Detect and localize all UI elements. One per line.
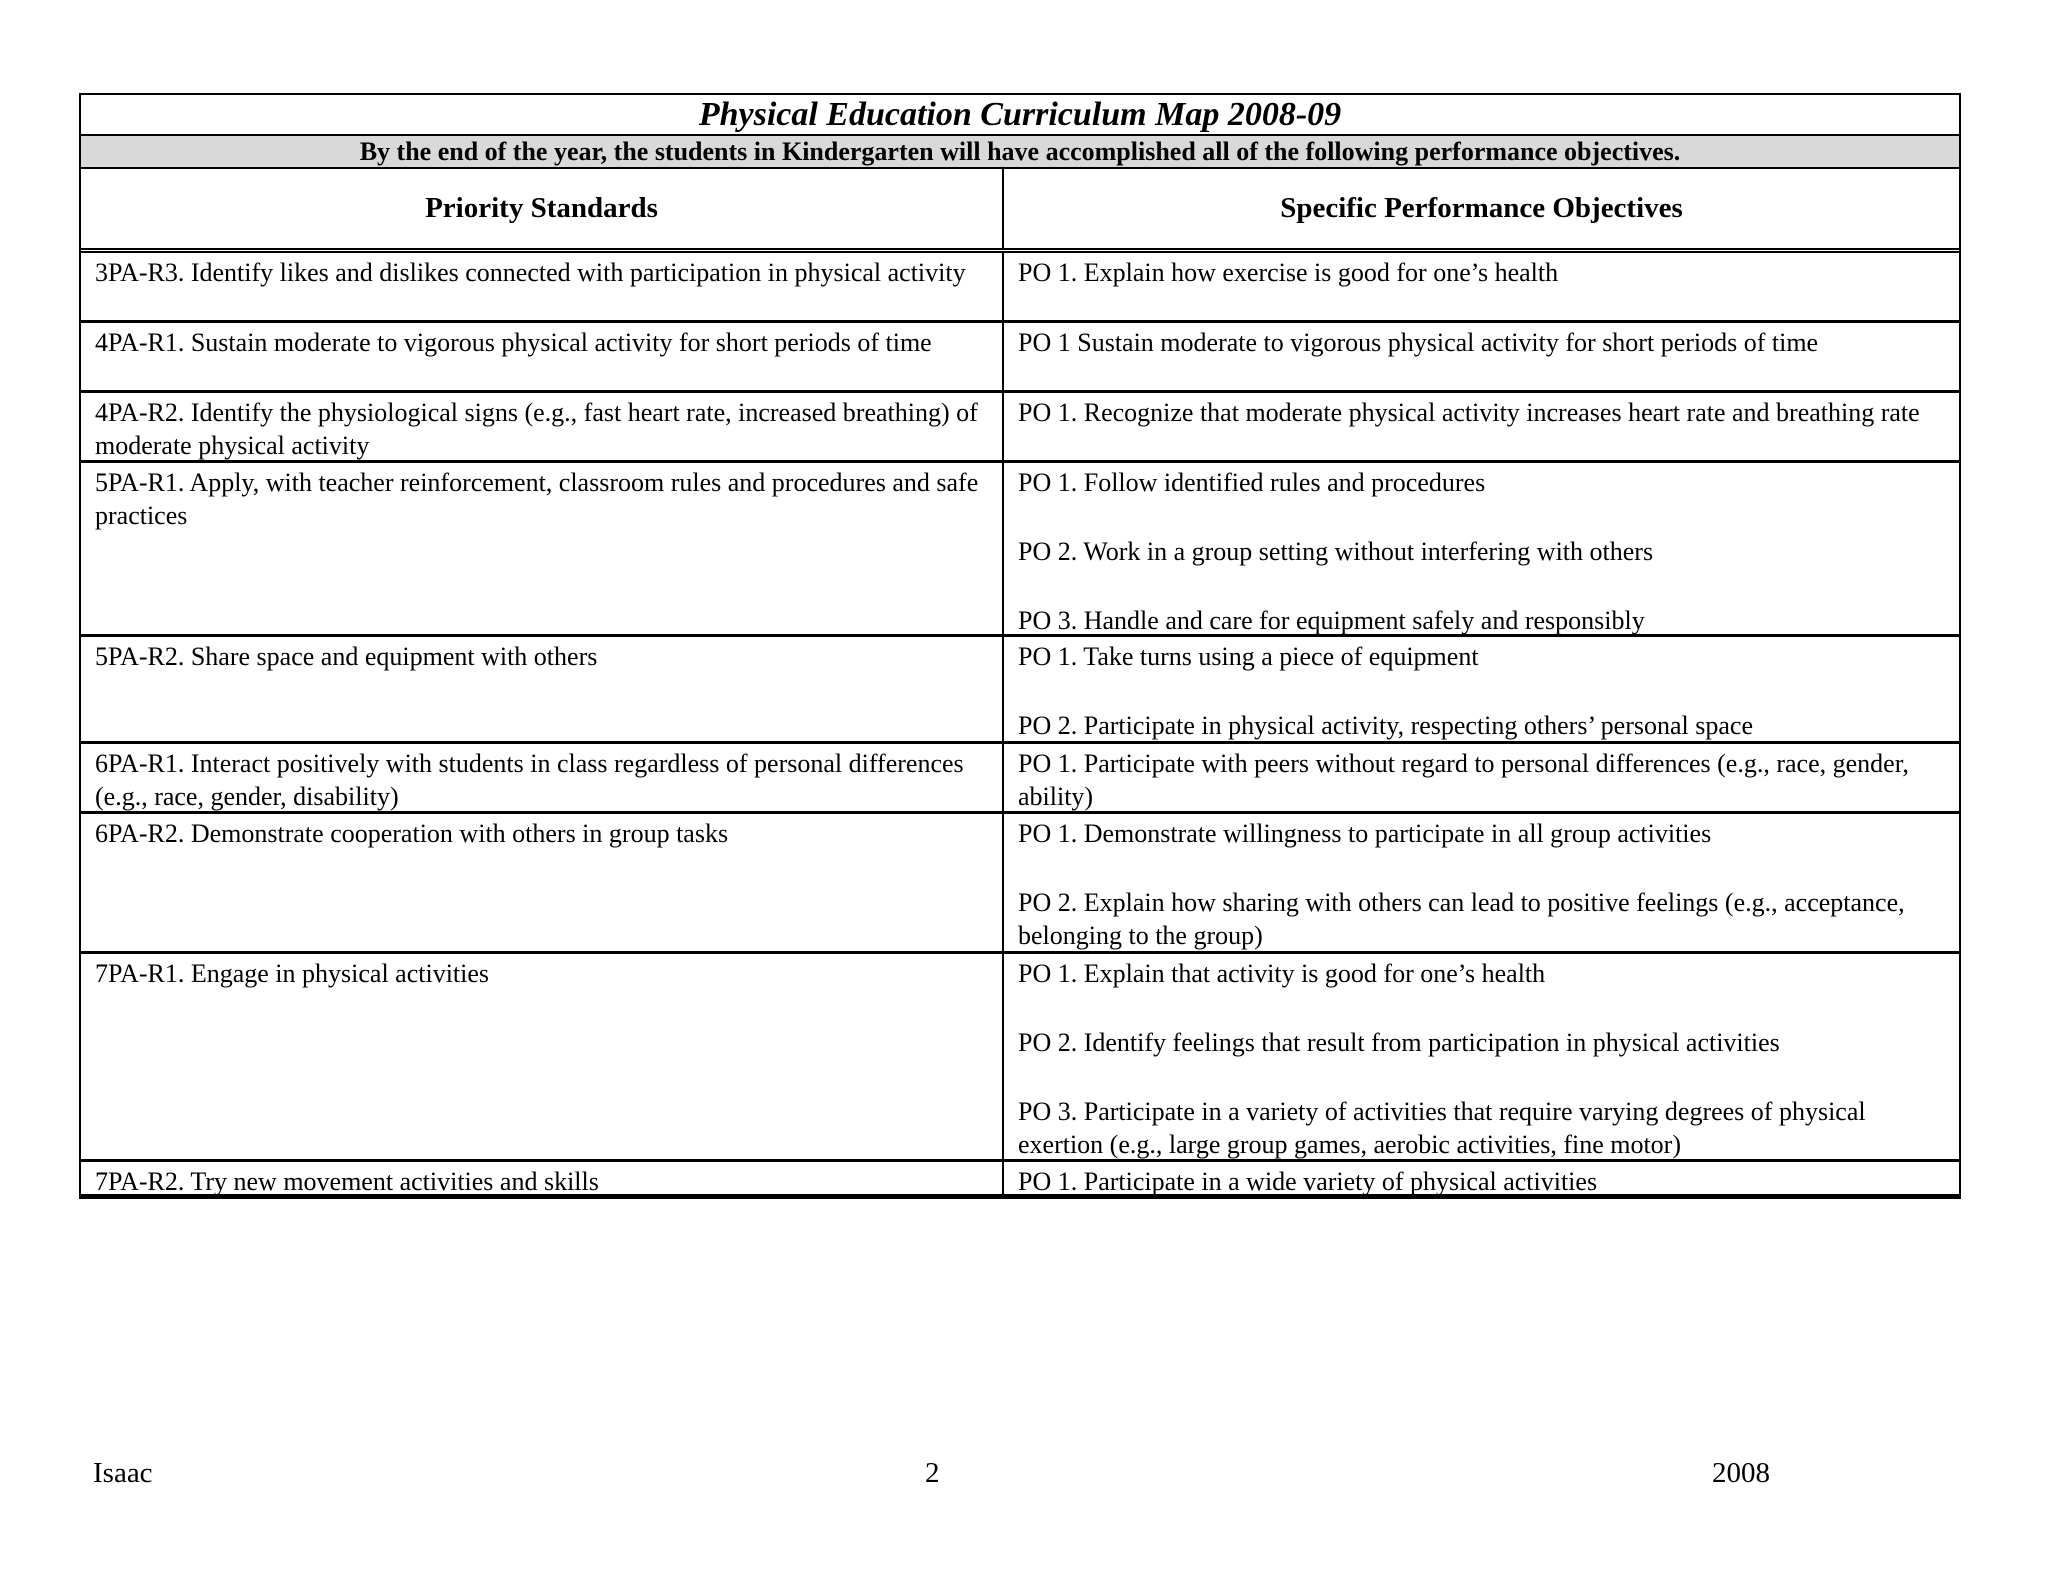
priority-standard-cell: 7PA-R2. Try new movement activities and skills	[81, 1162, 1004, 1194]
footer-author: Isaac	[93, 1457, 153, 1489]
priority-standard-cell: 6PA-R1. Interact positively with students in class regardless of personal differences (e.g., race, gender, disability)	[81, 744, 1004, 811]
priority-standard-cell: 3PA-R3. Identify likes and dislikes connected with participation in physical activity	[81, 253, 1004, 320]
performance-objective: PO 2. Explain how sharing with others can lead to positive feelings (e.g., acceptance, belonging to the group)	[1018, 888, 1905, 950]
priority-standard-cell: 5PA-R2. Share space and equipment with others	[81, 637, 1004, 741]
table-row	[81, 393, 1959, 463]
objective-spacer	[1018, 990, 1945, 1026]
performance-objectives-cell	[1004, 463, 1959, 634]
performance-objective: PO 3. Handle and care for equipment safely and responsibly	[1018, 606, 1645, 635]
header-priority-standards: Priority Standards	[81, 169, 1004, 248]
table-row	[81, 954, 1959, 1162]
performance-objective: PO 1. Explain how exercise is good for one’s health	[1018, 258, 1559, 287]
table-row	[81, 637, 1959, 744]
table-subtitle: By the end of the year, the students in Kindergarten will have accomplished all of the following performance objectives.	[81, 136, 1959, 169]
performance-objective: PO 1. Recognize that moderate physical activity increases heart rate and breathing rate	[1018, 398, 1920, 427]
performance-objectives-cell	[1004, 814, 1959, 951]
table-row	[81, 1162, 1959, 1197]
priority-standard-cell: 7PA-R1. Engage in physical activities	[81, 954, 1004, 1159]
performance-objective: PO 1. Explain that activity is good for one’s health	[1018, 959, 1546, 988]
performance-objective: PO 2. Participate in physical activity, respecting others’ personal space	[1018, 711, 1753, 740]
performance-objective: PO 2. Work in a group setting without interfering with others	[1018, 537, 1654, 566]
table-header-row	[81, 169, 1959, 253]
performance-objectives-cell	[1004, 253, 1959, 320]
table-row	[81, 744, 1959, 814]
objective-spacer	[1018, 1059, 1945, 1095]
performance-objectives-cell	[1004, 393, 1959, 460]
performance-objective: PO 1. Participate with peers without regard to personal differences (e.g., race, gender, ability)	[1018, 749, 1909, 811]
table-row	[81, 814, 1959, 954]
performance-objective: PO 1. Follow identified rules and procedures	[1018, 468, 1486, 497]
header-performance-objectives: Specific Performance Objectives	[1280, 192, 1683, 224]
footer-page-number: 2	[925, 1457, 940, 1489]
performance-objective: PO 3. Participate in a variety of activities that require varying degrees of physical exertion (e.g., large group games, aerobic activities, fine motor)	[1018, 1097, 1866, 1159]
objective-spacer	[1018, 850, 1945, 886]
performance-objective: PO 2. Identify feelings that result from participation in physical activities	[1018, 1028, 1780, 1057]
performance-objectives-cell	[1004, 323, 1959, 390]
table-row	[81, 253, 1959, 323]
curriculum-table	[79, 93, 1961, 1199]
performance-objective: PO 1 Sustain moderate to vigorous physical activity for short periods of time	[1018, 328, 1819, 357]
table-body	[81, 253, 1959, 1197]
objective-spacer	[1018, 568, 1945, 604]
footer-year: 2008	[1712, 1457, 1770, 1489]
performance-objective: PO 1. Participate in a wide variety of physical activities	[1018, 1167, 1598, 1196]
priority-standard-cell: 4PA-R2. Identify the physiological signs (e.g., fast heart rate, increased breathing) of moderate physical activity	[81, 393, 1004, 460]
table-title: Physical Education Curriculum Map 2008-09	[81, 95, 1959, 136]
priority-standard-cell: 6PA-R2. Demonstrate cooperation with others in group tasks	[81, 814, 1004, 951]
performance-objectives-cell	[1004, 1162, 1959, 1194]
table-row	[81, 463, 1959, 637]
performance-objectives-cell	[1004, 954, 1959, 1159]
priority-standard-cell: 4PA-R1. Sustain moderate to vigorous physical activity for short periods of time	[81, 323, 1004, 390]
objective-spacer	[1018, 499, 1945, 535]
performance-objective: PO 1. Demonstrate willingness to participate in all group activities	[1018, 819, 1712, 848]
performance-objectives-cell	[1004, 744, 1959, 811]
objective-spacer	[1018, 673, 1945, 709]
priority-standard-cell: 5PA-R1. Apply, with teacher reinforcement, classroom rules and procedures and safe practices	[81, 463, 1004, 634]
performance-objective: PO 1. Take turns using a piece of equipment	[1018, 642, 1479, 671]
table-row	[81, 323, 1959, 393]
performance-objectives-cell	[1004, 637, 1959, 741]
